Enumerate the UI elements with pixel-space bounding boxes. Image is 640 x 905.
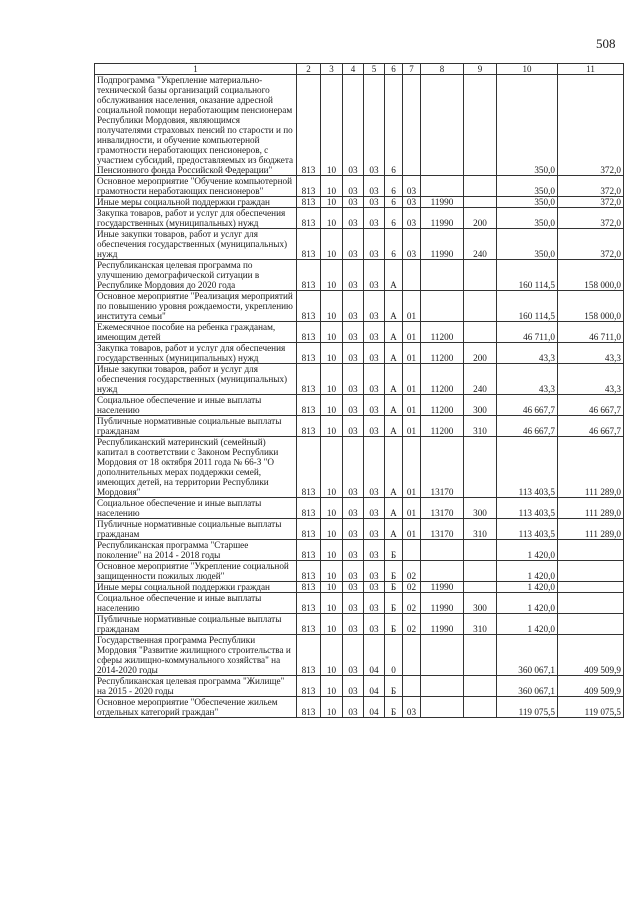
row-name-cell: Социальное обеспечение и иные выплаты населению (95, 593, 297, 614)
table-cell: А (385, 343, 403, 364)
table-row (95, 291, 624, 322)
row-name-cell: Иные закупки товаров, работ и услуг для обеспечения государственных (муниципальных) нужд (95, 229, 297, 260)
table-cell: 03 (364, 437, 385, 498)
table-cell: 813 (297, 540, 321, 561)
table-row (95, 197, 624, 208)
row-name-cell: Публичные нормативные социальные выплаты гражданам (95, 614, 297, 635)
table-cell: 372,0 (558, 197, 624, 208)
row-name-cell: Закупка товаров, работ и услуг для обеспечения государственных (муниципальных) нужд (95, 343, 297, 364)
table-cell: 160 114,5 (497, 291, 558, 322)
table-cell: 111 289,0 (558, 498, 624, 519)
table-cell: 46 667,7 (558, 395, 624, 416)
table-cell: 813 (297, 561, 321, 582)
table-cell (558, 561, 624, 582)
table-cell: 10 (321, 197, 343, 208)
table-cell (464, 260, 497, 291)
table-cell: 813 (297, 197, 321, 208)
table-cell (464, 697, 497, 718)
table-cell: 01 (403, 291, 421, 322)
table-cell: 02 (403, 614, 421, 635)
table-cell: 113 403,5 (497, 519, 558, 540)
table-row (95, 498, 624, 519)
table-row (95, 322, 624, 343)
table-cell (558, 614, 624, 635)
table-cell: 813 (297, 75, 321, 176)
table-row (95, 437, 624, 498)
table-cell: 160 114,5 (497, 260, 558, 291)
table-cell (421, 697, 464, 718)
table-cell: 813 (297, 437, 321, 498)
table-cell (421, 635, 464, 676)
table-cell: 240 (464, 364, 497, 395)
table-cell: 03 (343, 75, 364, 176)
table-cell: 03 (403, 208, 421, 229)
table-cell: 03 (403, 697, 421, 718)
row-name-cell: Республиканский материнский (семейный) капитал в соответствии с Законом Республики Мордовия от 18 октября 2011 года № 66-З "О дополнительных мерах поддержки семей, имеющих детей, на территории Республики Мордовия" (95, 437, 297, 498)
table-cell: 13170 (421, 498, 464, 519)
table-cell: 04 (364, 697, 385, 718)
table-cell: 10 (321, 582, 343, 593)
table-cell: 03 (364, 614, 385, 635)
table-cell: 11990 (421, 229, 464, 260)
table-cell: 6 (385, 176, 403, 197)
column-header: 8 (421, 64, 464, 75)
table-cell (421, 291, 464, 322)
table-cell: 158 000,0 (558, 260, 624, 291)
table-cell: 372,0 (558, 75, 624, 176)
table-cell: 409 509,9 (558, 635, 624, 676)
row-name-cell: Основное мероприятие "Укрепление социальной защищенности пожилых людей" (95, 561, 297, 582)
table-cell: 813 (297, 364, 321, 395)
row-name-cell: Публичные нормативные социальные выплаты гражданам (95, 416, 297, 437)
table-cell: 03 (364, 291, 385, 322)
table-cell: 01 (403, 416, 421, 437)
table-cell: 03 (403, 197, 421, 208)
table-cell: 10 (321, 498, 343, 519)
table-cell: 10 (321, 229, 343, 260)
column-header: 6 (385, 64, 403, 75)
column-header: 3 (321, 64, 343, 75)
table-row (95, 593, 624, 614)
table-row (95, 561, 624, 582)
table-row (95, 260, 624, 291)
table-cell: 350,0 (497, 176, 558, 197)
table-cell: 01 (403, 343, 421, 364)
table-cell (421, 540, 464, 561)
table-cell: 03 (343, 395, 364, 416)
table-cell: 11990 (421, 614, 464, 635)
table-cell: 03 (343, 593, 364, 614)
row-name-cell: Социальное обеспечение и иные выплаты населению (95, 395, 297, 416)
table-cell: 0 (385, 635, 403, 676)
column-header: 9 (464, 64, 497, 75)
table-row (95, 395, 624, 416)
table-cell: 200 (464, 208, 497, 229)
table-cell: 01 (403, 437, 421, 498)
table-cell: 372,0 (558, 176, 624, 197)
table-cell: 03 (343, 197, 364, 208)
column-header: 7 (403, 64, 421, 75)
table-cell: 813 (297, 593, 321, 614)
table-cell (558, 593, 624, 614)
table-cell: Б (385, 582, 403, 593)
table-cell: 03 (343, 614, 364, 635)
table-cell: 813 (297, 582, 321, 593)
table-cell: 1 420,0 (497, 593, 558, 614)
table-cell: 813 (297, 697, 321, 718)
table-cell: 813 (297, 395, 321, 416)
table-cell: 03 (343, 416, 364, 437)
table-cell: 1 420,0 (497, 540, 558, 561)
table-cell: 813 (297, 291, 321, 322)
table-cell: 03 (343, 343, 364, 364)
table-cell: 10 (321, 416, 343, 437)
table-cell: 813 (297, 208, 321, 229)
row-name-cell: Республиканская целевая программа по улучшению демографической ситуации в Республике Мордовия до 2020 года (95, 260, 297, 291)
table-cell: 10 (321, 208, 343, 229)
table-cell: 350,0 (497, 208, 558, 229)
table-cell: 10 (321, 260, 343, 291)
table-cell: 813 (297, 229, 321, 260)
table-cell: 409 509,9 (558, 676, 624, 697)
table-cell: 03 (364, 260, 385, 291)
table-cell: 111 289,0 (558, 519, 624, 540)
table-cell: 310 (464, 416, 497, 437)
table-cell: 11990 (421, 197, 464, 208)
table-cell (464, 197, 497, 208)
table-cell: 03 (343, 498, 364, 519)
table-cell: 6 (385, 197, 403, 208)
table-row (95, 176, 624, 197)
table-cell (421, 561, 464, 582)
table-cell (464, 676, 497, 697)
table-cell: 04 (364, 676, 385, 697)
table-cell: 350,0 (497, 197, 558, 208)
table-cell: 10 (321, 395, 343, 416)
row-name-cell: Основное мероприятие "Реализация мероприятий по повышению уровня рождаемости, укреплению института семьи" (95, 291, 297, 322)
table-cell (403, 635, 421, 676)
table-cell: 10 (321, 343, 343, 364)
table-cell: 813 (297, 676, 321, 697)
table-cell: 03 (364, 395, 385, 416)
table-cell: 158 000,0 (558, 291, 624, 322)
table-cell: 300 (464, 593, 497, 614)
row-name-cell: Подпрограмма "Укрепление материально-технической базы организаций социального обслуживания населения, оказание адресной социальной помощи неработающим пенсионерам Республики Мордовия, являющимся получателями страховых пенсий по старости и по инвалидности, и обучение компьютерной грамотности неработающих пенсионеров, с участием субсидий, предоставляемых из бюджета Пенсионного фонда Российской Федерации" (95, 75, 297, 176)
table-cell: 46 667,7 (497, 416, 558, 437)
table-cell: 01 (403, 322, 421, 343)
table-cell: 813 (297, 343, 321, 364)
row-name-cell: Государственная программа Республики Мордовия "Развитие жилищного строительства и сферы жилищно-коммунального хозяйства" на 2014-2020 годы (95, 635, 297, 676)
table-cell: 03 (343, 176, 364, 197)
table-cell: 360 067,1 (497, 635, 558, 676)
table-cell: 03 (364, 229, 385, 260)
table-cell: 13170 (421, 437, 464, 498)
table-cell: 10 (321, 176, 343, 197)
table-row (95, 416, 624, 437)
table-cell: 01 (403, 395, 421, 416)
table-row (95, 364, 624, 395)
table-cell: 03 (403, 229, 421, 260)
table-body (95, 75, 624, 718)
table-cell: 11200 (421, 322, 464, 343)
table-cell: 10 (321, 697, 343, 718)
table-cell: 10 (321, 291, 343, 322)
table-cell (403, 540, 421, 561)
table-cell: 11990 (421, 208, 464, 229)
table-cell: 240 (464, 229, 497, 260)
table-cell: 1 420,0 (497, 561, 558, 582)
table-cell: Б (385, 676, 403, 697)
column-header: 4 (343, 64, 364, 75)
table-cell: 6 (385, 229, 403, 260)
table-cell: 10 (321, 437, 343, 498)
table-row (95, 343, 624, 364)
table-cell (464, 582, 497, 593)
table-cell: А (385, 395, 403, 416)
table-cell: 03 (364, 561, 385, 582)
row-name-cell: Республиканская программа "Старшее поколение" на 2014 - 2018 годы (95, 540, 297, 561)
table-cell: 03 (364, 416, 385, 437)
row-name-cell: Основное мероприятие "Обеспечение жильем отдельных категорий граждан" (95, 697, 297, 718)
table-cell (558, 582, 624, 593)
table-cell: 03 (364, 75, 385, 176)
table-cell: 11200 (421, 343, 464, 364)
table-cell: 11200 (421, 416, 464, 437)
table-cell: 119 075,5 (497, 697, 558, 718)
table-row (95, 697, 624, 718)
table-cell: 6 (385, 208, 403, 229)
table-cell: 300 (464, 498, 497, 519)
table-header-row (95, 64, 624, 75)
table-cell: 46 711,0 (497, 322, 558, 343)
table-cell: 02 (403, 561, 421, 582)
table-cell: 03 (364, 519, 385, 540)
page-number: 508 (596, 36, 616, 51)
table-cell: 03 (364, 593, 385, 614)
column-header: 11 (558, 64, 624, 75)
table-cell: Б (385, 614, 403, 635)
table-cell: 10 (321, 635, 343, 676)
table-cell: 119 075,5 (558, 697, 624, 718)
table-cell: Б (385, 540, 403, 561)
column-header: 2 (297, 64, 321, 75)
table-cell: 11990 (421, 582, 464, 593)
table-cell: 01 (403, 498, 421, 519)
table-cell: 03 (343, 561, 364, 582)
table-cell: 10 (321, 561, 343, 582)
table-cell: 46 667,7 (558, 416, 624, 437)
table-cell: 813 (297, 176, 321, 197)
table-cell: 10 (321, 676, 343, 697)
table-cell: 03 (343, 260, 364, 291)
table-cell: 10 (321, 540, 343, 561)
table-cell: Б (385, 697, 403, 718)
table-cell: 03 (343, 437, 364, 498)
table-cell: 02 (403, 593, 421, 614)
table-cell: 813 (297, 519, 321, 540)
table-cell: 10 (321, 614, 343, 635)
table-cell: 113 403,5 (497, 437, 558, 498)
table-cell: 10 (321, 593, 343, 614)
table-cell (421, 75, 464, 176)
table-cell: 03 (343, 676, 364, 697)
table-cell: 03 (364, 197, 385, 208)
table-cell (421, 260, 464, 291)
table-cell: 04 (364, 635, 385, 676)
table-cell: 1 420,0 (497, 582, 558, 593)
table-cell: 43,3 (497, 364, 558, 395)
column-header: 1 (95, 64, 297, 75)
table-cell: 813 (297, 260, 321, 291)
table-cell: 03 (343, 322, 364, 343)
table-cell: 03 (364, 540, 385, 561)
table-cell: 02 (403, 582, 421, 593)
table-cell: 10 (321, 322, 343, 343)
table-cell (464, 635, 497, 676)
row-name-cell: Иные меры социальной поддержки граждан (95, 197, 297, 208)
row-name-cell: Республиканская целевая программа "Жилище" на 2015 - 2020 годы (95, 676, 297, 697)
table-cell (558, 540, 624, 561)
table-row (95, 229, 624, 260)
table-cell (464, 540, 497, 561)
table-cell: А (385, 519, 403, 540)
table-cell: 01 (403, 364, 421, 395)
table-cell: 03 (364, 176, 385, 197)
table-cell: А (385, 416, 403, 437)
table-cell (421, 176, 464, 197)
table-row (95, 519, 624, 540)
table-cell: 310 (464, 519, 497, 540)
table-cell: 03 (364, 208, 385, 229)
table-cell (464, 322, 497, 343)
table-row (95, 75, 624, 176)
table-cell: 13170 (421, 519, 464, 540)
table-cell: 03 (403, 176, 421, 197)
table-cell (403, 260, 421, 291)
table-cell: 372,0 (558, 208, 624, 229)
table-cell: 43,3 (558, 343, 624, 364)
table-cell: 03 (364, 343, 385, 364)
table-cell: 43,3 (558, 364, 624, 395)
table-cell: 03 (364, 364, 385, 395)
table-cell: А (385, 437, 403, 498)
table-cell: 10 (321, 519, 343, 540)
table-cell (421, 676, 464, 697)
table-cell: 01 (403, 519, 421, 540)
table-cell (464, 561, 497, 582)
table-cell: 03 (343, 519, 364, 540)
table-cell: 350,0 (497, 229, 558, 260)
table-cell: 03 (343, 540, 364, 561)
table-cell: 10 (321, 75, 343, 176)
table-cell: 03 (364, 498, 385, 519)
table-cell: 03 (343, 582, 364, 593)
table-cell (464, 176, 497, 197)
table-cell: 03 (343, 364, 364, 395)
column-header: 5 (364, 64, 385, 75)
table-cell: 11990 (421, 593, 464, 614)
table-row (95, 540, 624, 561)
table-cell: 46 667,7 (497, 395, 558, 416)
table-cell: 03 (343, 208, 364, 229)
table-cell: 43,3 (497, 343, 558, 364)
table-cell: А (385, 260, 403, 291)
table-cell: А (385, 322, 403, 343)
table-cell: 03 (343, 229, 364, 260)
table-cell: 46 711,0 (558, 322, 624, 343)
table-cell: 300 (464, 395, 497, 416)
table-cell: 113 403,5 (497, 498, 558, 519)
table-cell: 310 (464, 614, 497, 635)
table-cell: А (385, 364, 403, 395)
table-cell: 813 (297, 614, 321, 635)
table-cell: 813 (297, 498, 321, 519)
table-cell: А (385, 291, 403, 322)
table-cell (464, 291, 497, 322)
table-cell: 11200 (421, 364, 464, 395)
table-cell: 200 (464, 343, 497, 364)
table-row (95, 676, 624, 697)
table-cell: А (385, 498, 403, 519)
table-cell: 03 (343, 697, 364, 718)
table-cell: 11200 (421, 395, 464, 416)
table-row (95, 614, 624, 635)
budget-table (94, 63, 624, 718)
table-cell: Б (385, 561, 403, 582)
table-cell: 813 (297, 635, 321, 676)
table-cell: 360 067,1 (497, 676, 558, 697)
table-cell (464, 437, 497, 498)
table-cell (464, 75, 497, 176)
row-name-cell: Иные меры социальной поддержки граждан (95, 582, 297, 593)
row-name-cell: Социальное обеспечение и иные выплаты населению (95, 498, 297, 519)
table-cell: 111 289,0 (558, 437, 624, 498)
table-cell: 350,0 (497, 75, 558, 176)
row-name-cell: Основное мероприятие "Обучение компьютерной грамотности неработающих пенсионеров" (95, 176, 297, 197)
column-header: 10 (497, 64, 558, 75)
table-cell: 03 (343, 635, 364, 676)
row-name-cell: Публичные нормативные социальные выплаты гражданам (95, 519, 297, 540)
row-name-cell: Ежемесячное пособие на ребенка гражданам, имеющим детей (95, 322, 297, 343)
table-cell: 6 (385, 75, 403, 176)
table-cell: 03 (364, 582, 385, 593)
table-row (95, 582, 624, 593)
table-row (95, 635, 624, 676)
row-name-cell: Закупка товаров, работ и услуг для обеспечения государственных (муниципальных) нужд (95, 208, 297, 229)
table-row (95, 208, 624, 229)
table-cell (403, 676, 421, 697)
row-name-cell: Иные закупки товаров, работ и услуг для обеспечения государственных (муниципальных) нужд (95, 364, 297, 395)
table-cell (403, 75, 421, 176)
table-cell: Б (385, 593, 403, 614)
table-cell: 813 (297, 416, 321, 437)
table-cell: 372,0 (558, 229, 624, 260)
table-cell: 03 (364, 322, 385, 343)
table-cell: 03 (343, 291, 364, 322)
table-cell: 1 420,0 (497, 614, 558, 635)
table-cell: 10 (321, 364, 343, 395)
table-cell: 813 (297, 322, 321, 343)
